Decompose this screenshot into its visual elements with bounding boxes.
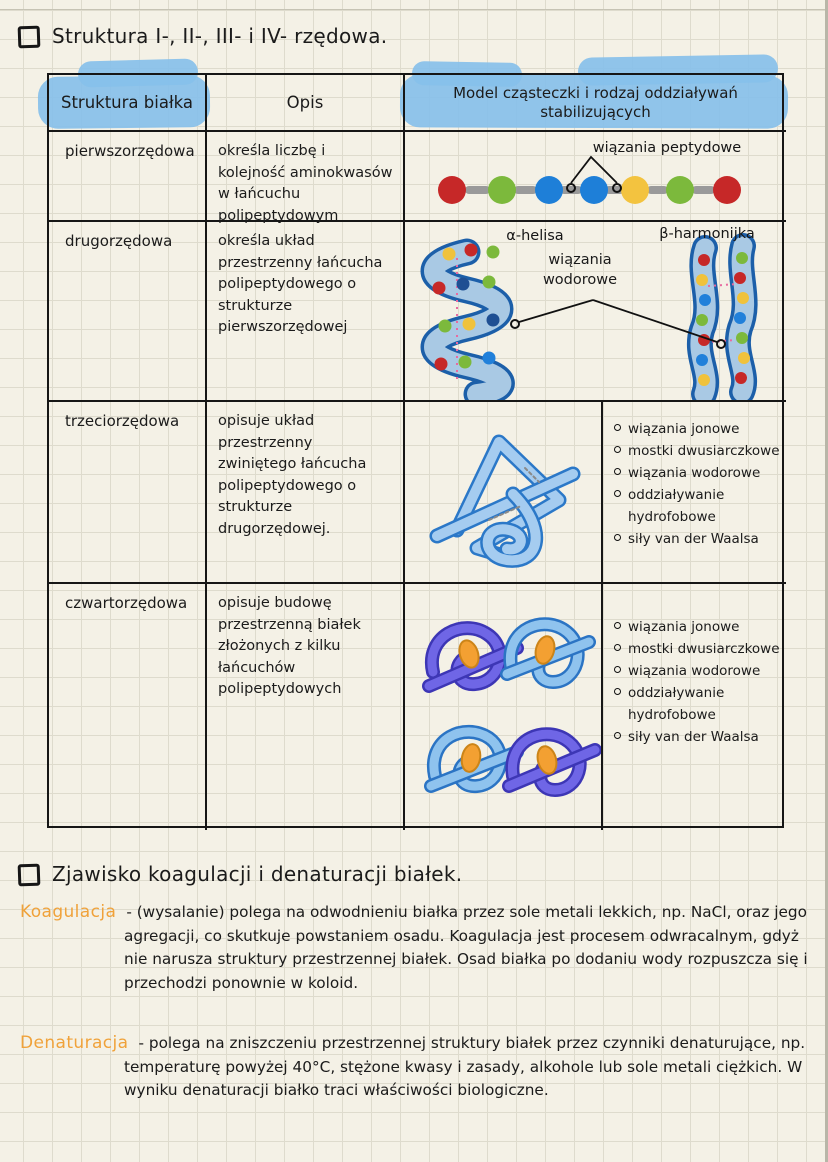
interaction-item <box>613 726 780 748</box>
row1-model-cell <box>405 132 786 222</box>
beta-sheet-label: β-harmonijka <box>659 226 755 242</box>
page-top-rule <box>0 9 825 10</box>
denaturacja-definition <box>20 1032 812 1103</box>
interaction-item <box>613 440 780 462</box>
circle-bullet-icon <box>614 534 621 541</box>
interaction-item <box>613 682 780 726</box>
peptide-bond-label: wiązania peptydowe <box>592 140 742 156</box>
interaction-item <box>613 418 780 440</box>
row3-model-cell <box>405 402 786 584</box>
circle-bullet-icon <box>614 732 621 739</box>
row2-description: określa układ przestrzenny łańcucha polipeptydowego o strukturze pierwszorzędowej <box>207 222 405 402</box>
section-structures-heading <box>18 24 387 48</box>
interaction-item <box>613 462 780 484</box>
alpha-helix-ribbon <box>433 244 502 395</box>
interaction-item <box>613 528 780 550</box>
row2-model-cell <box>405 222 786 402</box>
header-structure: Struktura białka <box>49 75 207 132</box>
tertiary-structure-drawing <box>405 402 601 582</box>
interaction-label: oddziaływanie hydrofobowe <box>628 487 725 525</box>
koagulacja-definition <box>20 901 812 995</box>
row3-description: opisuje układ przestrzenny zwiniętego łańcucha polipeptydowego o strukturze drugorzędowej. <box>207 402 405 584</box>
interaction-label: siły van der Waalsa <box>628 531 759 547</box>
amino-acid-bead <box>438 176 466 204</box>
primary-structure-drawing <box>405 132 784 220</box>
koagulacja-text: - (wysalanie) polega na odwodnieniu białka przez sole metali lekkich, np. NaCl, oraz jego agregacji, co skutkuje powstaniem osadu. Koagulacja jest procesem odwracalnym, gdyż nie narusza struktury przestrzennej białek. Osad białka po dodaniu wody rozpuszcza się i przechodzi ponownie w koloid. <box>124 903 808 992</box>
interaction-label: oddziaływanie hydrofobowe <box>628 685 725 723</box>
circle-bullet-icon <box>614 446 621 453</box>
row4-interactions-list <box>601 584 784 830</box>
checkbox-icon <box>18 26 41 49</box>
amino-acid-bead <box>580 176 608 204</box>
interaction-label: wiązania wodorowe <box>628 465 761 481</box>
secondary-structure-drawing <box>405 222 784 400</box>
circle-bullet-icon <box>614 666 621 673</box>
circle-bullet-icon <box>614 490 621 497</box>
tertiary-drawing-pane <box>405 402 601 582</box>
interaction-label: wiązania jonowe <box>628 421 740 437</box>
protein-structure-table <box>47 73 784 828</box>
interaction-item <box>613 484 780 528</box>
beta-sheet-strands <box>696 246 750 394</box>
row2-structure-name: drugorzędowa <box>49 222 207 402</box>
amino-acid-bead <box>713 176 741 204</box>
row1-description: określa liczbę i kolejność aminokwasów w łańcuchu polipeptydowym <box>207 132 405 222</box>
koagulacja-term: Koagulacja <box>20 902 117 922</box>
amino-acid-bead <box>666 176 694 204</box>
denaturacja-text: - polega na zniszczeniu przestrzennej struktury białek przez czynniki denaturujące, np. temperaturę powyżej 40°C, stężone kwasy i zasady, alkohole lub sole metali ciężkich. W wyniku denaturacji białko traci właściwości biologiczne. <box>124 1034 806 1099</box>
amino-acid-bead <box>488 176 516 204</box>
circle-bullet-icon <box>614 644 621 651</box>
section-title: Struktura I-, II-, III- i IV- rzędowa. <box>52 24 388 48</box>
row4-structure-name: czwartorzędowa <box>49 584 207 830</box>
section-phenomena-heading <box>18 862 462 886</box>
header-description: Opis <box>207 75 405 132</box>
interaction-label: wiązania wodorowe <box>628 663 761 679</box>
row3-interactions-list <box>601 402 784 582</box>
circle-bullet-icon <box>614 688 621 695</box>
interaction-label: wiązania jonowe <box>628 619 740 635</box>
interaction-item <box>613 638 780 660</box>
row3-structure-name: trzeciorzędowa <box>49 402 207 584</box>
alpha-helix-label: α-helisa <box>506 228 564 244</box>
circle-bullet-icon <box>614 622 621 629</box>
row4-model-cell <box>405 584 786 830</box>
interaction-label: mostki dwusiarczkowe <box>628 641 780 657</box>
amino-acid-bead <box>621 176 649 204</box>
row1-structure-name: pierwszorzędowa <box>49 132 207 222</box>
section-title: Zjawisko koagulacji i denaturacji białek. <box>52 862 463 886</box>
hydrogen-bond-label: wiązania wodorowe <box>542 252 618 288</box>
quaternary-structure-drawing <box>405 588 601 830</box>
circle-bullet-icon <box>614 424 621 431</box>
circle-bullet-icon <box>614 468 621 475</box>
checkbox-icon <box>18 864 41 887</box>
interaction-label: mostki dwusiarczkowe <box>628 443 780 459</box>
interaction-label: siły van der Waalsa <box>628 729 759 745</box>
interaction-item <box>613 660 780 682</box>
denaturacja-term: Denaturacja <box>20 1033 129 1053</box>
amino-acid-bead <box>535 176 563 204</box>
quaternary-drawing-pane <box>405 584 601 830</box>
header-model: Model cząsteczki i rodzaj oddziaływań stabilizujących <box>405 75 786 132</box>
interaction-item <box>613 616 780 638</box>
row4-description: opisuje budowę przestrzenną białek złożonych z kilku łańcuchów polipeptydowych <box>207 584 405 830</box>
